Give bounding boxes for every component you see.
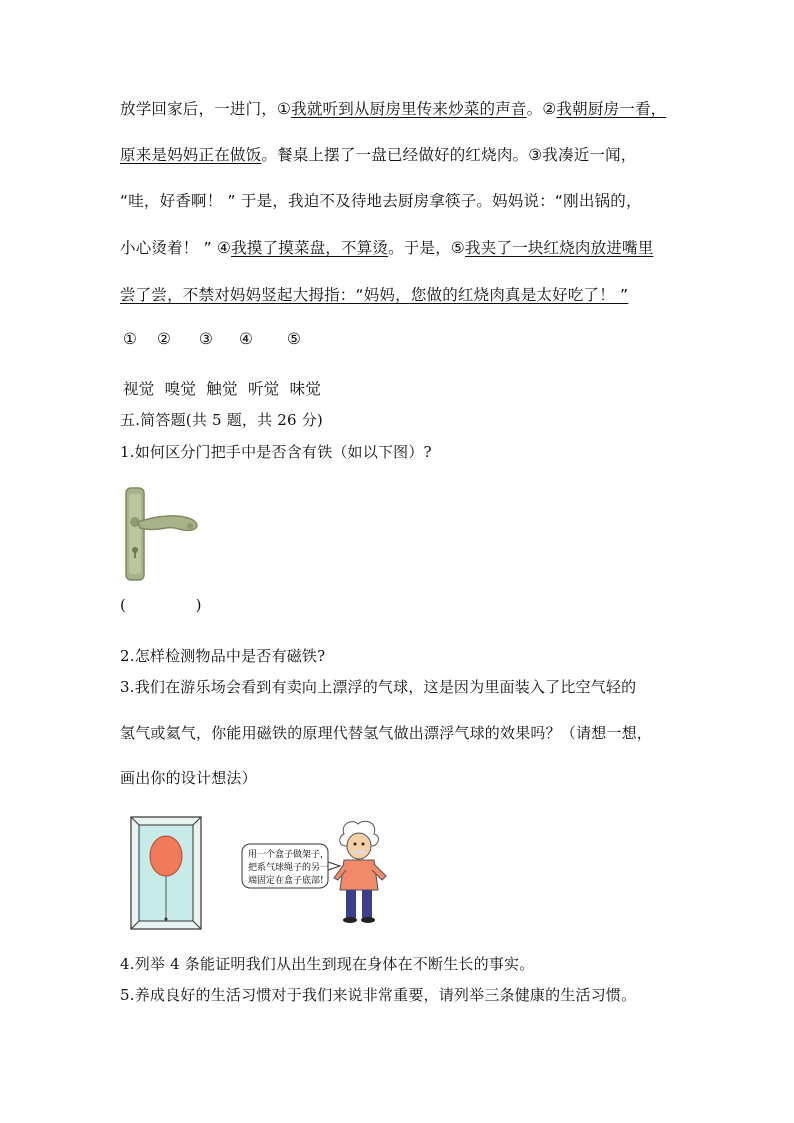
question-3-line-3: 画出你的设计想法） bbox=[120, 769, 257, 787]
passage-line-5: 尝了尝，不禁对妈妈竖起大拇指：“妈妈，您做的红烧肉真是太好吃了！ ” bbox=[120, 286, 629, 304]
passage-line-3: “哇，好香啊！ ” 于是，我迫不及待地去厨房拿筷子。妈妈说：“刚出锅的， bbox=[120, 192, 642, 210]
underlined-phrase: 我摸了摸菜盘，不算烫 bbox=[231, 239, 389, 257]
question-3-line-2: 氢气或氦气，你能用磁铁的原理代替氢气做出漂浮气球的效果吗？（请想一想， bbox=[120, 724, 653, 742]
einstein-cartoon-illustration bbox=[240, 820, 400, 924]
door-handle-illustration bbox=[120, 486, 206, 582]
text-segment: 。② bbox=[526, 100, 557, 118]
underlined-phrase: 我就听到从厨房里传来炒菜的声音 bbox=[291, 100, 527, 118]
balloon-in-box-illustration bbox=[130, 816, 202, 930]
bubble-line-3: 端固定在盒子底部! bbox=[248, 876, 324, 886]
marker-3: ③ bbox=[199, 330, 214, 348]
marker-2: ② bbox=[157, 330, 172, 348]
question-4: 4.列举 4 条能证明我们从出生到现在身体在不断生长的事实。 bbox=[120, 955, 535, 973]
passage-line-4 bbox=[120, 236, 653, 258]
marker-1: ① bbox=[123, 330, 138, 348]
text-segment: 。于是，⑤ bbox=[388, 239, 466, 257]
underlined-phrase: 我朝厨房一看， bbox=[556, 100, 667, 118]
question-1: 1.如何区分门把手中是否含有铁（如以下图）? bbox=[120, 443, 432, 461]
text-segment: 。餐桌上摆了一盘已经做好的红烧肉。③我凑近一闻， bbox=[261, 146, 637, 164]
text-segment: ① bbox=[277, 100, 292, 118]
passage-line-2 bbox=[120, 143, 637, 165]
question-2: 2.怎样检测物品中是否有磁铁? bbox=[120, 647, 326, 665]
marker-row bbox=[123, 330, 301, 348]
senses-row: 视觉 嗅觉 触觉 听觉 味觉 bbox=[123, 380, 322, 398]
marker-5: ⑤ bbox=[287, 330, 302, 348]
bubble-line-2: 把系气球绳子的另一 bbox=[248, 863, 330, 873]
bubble-line-1: 用一个盒子做架子， bbox=[248, 850, 330, 860]
question-3-line-1: 3.我们在游乐场会看到有卖向上漂浮的气球，这是因为里面装入了比空气轻的 bbox=[120, 678, 637, 696]
question-5: 5.养成良好的生活习惯对于我们来说非常重要，请列举三条健康的生活习惯。 bbox=[120, 986, 637, 1004]
underlined-phrase: 原来是妈妈正在做饭 bbox=[120, 146, 262, 164]
section-title: 五.简答题(共 5 题，共 26 分) bbox=[120, 411, 323, 429]
underlined-phrase: 我夹了一块红烧肉放进嘴里 bbox=[465, 239, 654, 257]
answer-blank: ( ) bbox=[120, 596, 202, 614]
passage-line-1 bbox=[120, 97, 666, 119]
text-segment: 小心烫着！ ” ④ bbox=[120, 239, 232, 257]
marker-4: ④ bbox=[239, 330, 254, 348]
text-segment: 放学回家后，一进门， bbox=[120, 100, 278, 118]
